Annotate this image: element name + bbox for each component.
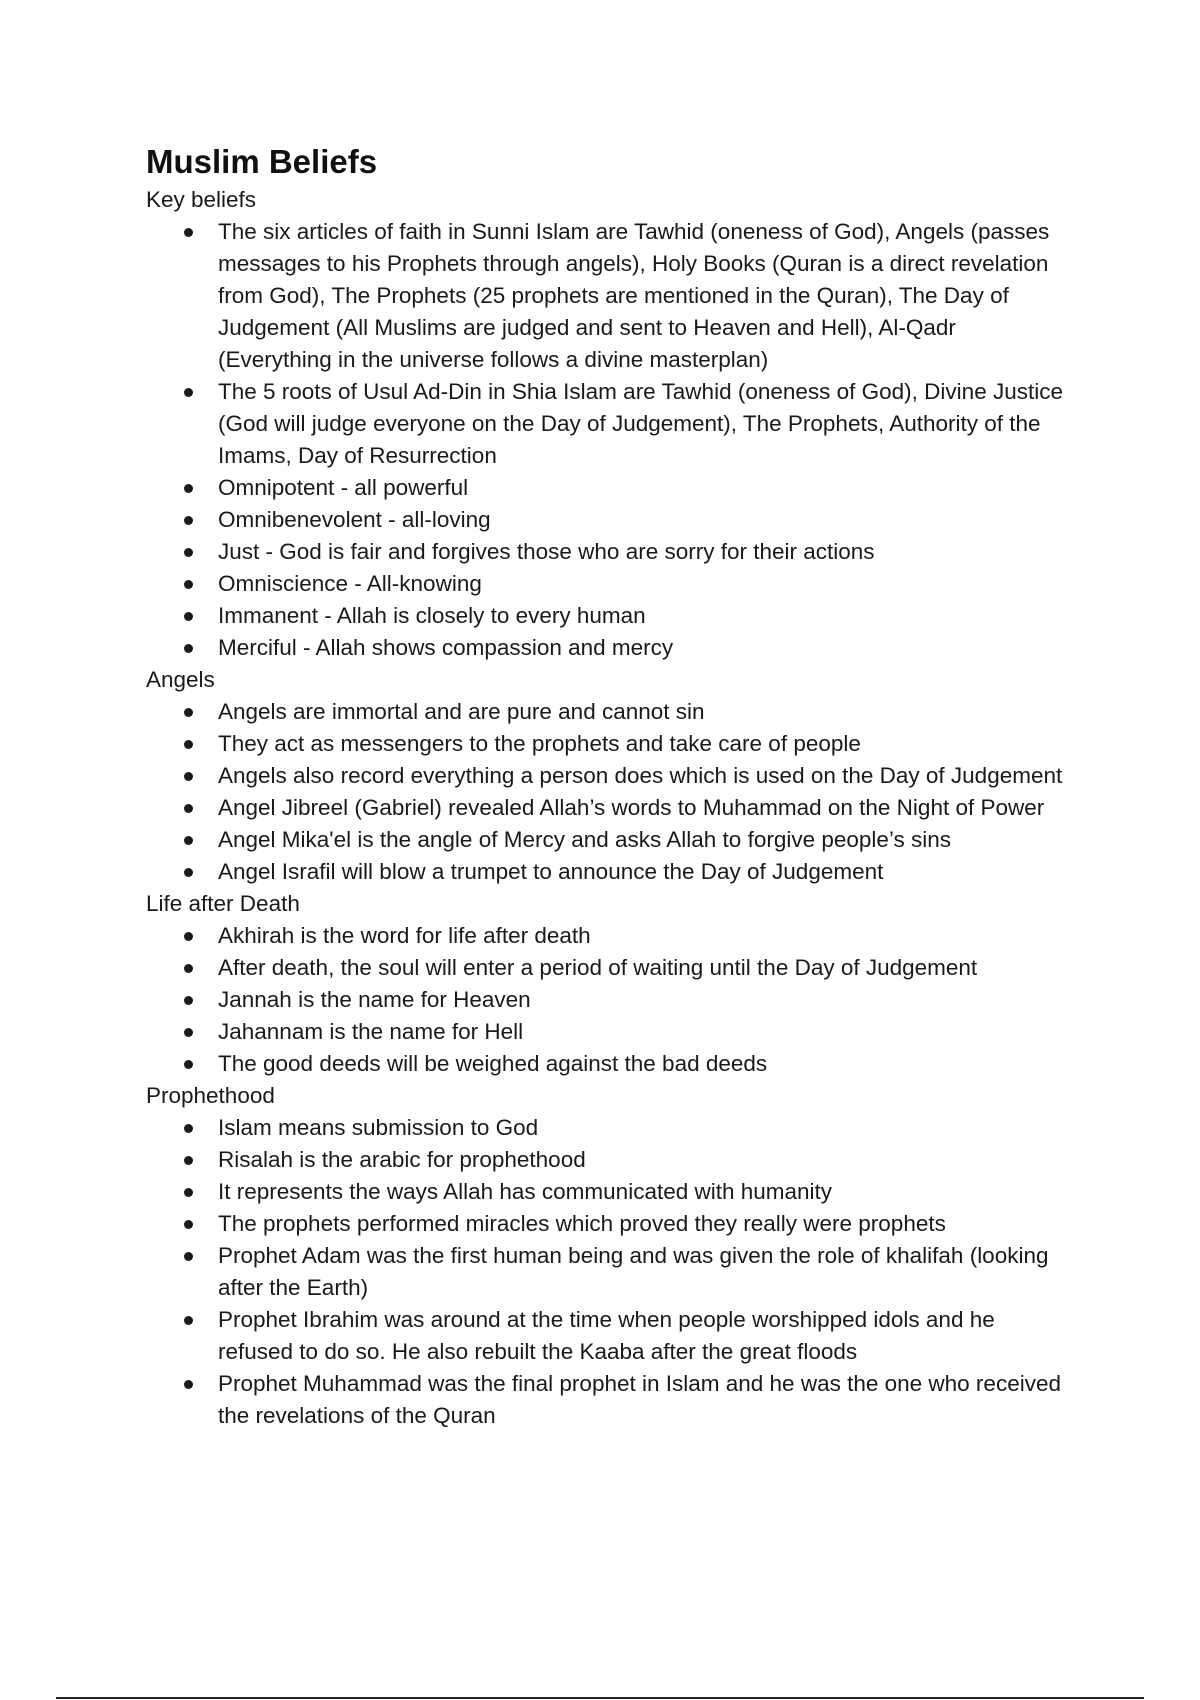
- bullet-icon: [184, 548, 193, 557]
- list-item-text: Angel Israfil will blow a trumpet to announce the Day of Judgement: [218, 859, 884, 884]
- bullet-icon: [184, 580, 193, 589]
- list-item-text: The 5 roots of Usul Ad-Din in Shia Islam are Tawhid (oneness of God), Divine Justice (God will judge everyone on the Day of Judgement), The Prophets, Authority of the Imams, Day of Resurrection: [218, 379, 1063, 468]
- section-heading: Angels: [146, 667, 215, 692]
- list-item: [218, 1016, 1066, 1048]
- list-item-text: Just - God is fair and forgives those who are sorry for their actions: [218, 539, 875, 564]
- list-item-text: Jahannam is the name for Hell: [218, 1019, 524, 1044]
- bullet-icon: [184, 1060, 193, 1069]
- bullet-icon: [184, 772, 193, 781]
- bullet-icon: [184, 1156, 193, 1165]
- section-heading: Life after Death: [146, 891, 300, 916]
- list-item-text: Risalah is the arabic for prophethood: [218, 1147, 586, 1172]
- list-item-text: After death, the soul will enter a period of waiting until the Day of Judgement: [218, 955, 978, 980]
- list-item: [218, 856, 1066, 888]
- list-item: [218, 1144, 1066, 1176]
- bullet-icon: [184, 644, 193, 653]
- bullet-icon: [184, 996, 193, 1005]
- list-item: [218, 1112, 1066, 1144]
- bullet-icon: [184, 1252, 193, 1261]
- bullet-icon: [184, 484, 193, 493]
- bullet-icon: [184, 740, 193, 749]
- list-item-text: Merciful - Allah shows compassion and mercy: [218, 635, 674, 660]
- bullet-icon: [184, 836, 193, 845]
- list-item: [218, 216, 1066, 376]
- bullet-icon: [184, 228, 193, 237]
- list-item-text: Prophet Muhammad was the final prophet in Islam and he was the one who received the revelations of the Quran: [218, 1371, 1061, 1428]
- bullet-icon: [184, 612, 193, 621]
- list-item-text: Jannah is the name for Heaven: [218, 987, 531, 1012]
- list-item-text: They act as messengers to the prophets and take care of people: [218, 731, 861, 756]
- list-item-text: It represents the ways Allah has communicated with humanity: [218, 1179, 833, 1204]
- list-item-text: The good deeds will be weighed against the bad deeds: [218, 1051, 768, 1076]
- list-item-text: Omniscience - All-knowing: [218, 571, 482, 596]
- list-item-text: Prophet Adam was the first human being and was given the role of khalifah (looking after the Earth): [218, 1243, 1049, 1300]
- list-item: [218, 568, 1066, 600]
- list-item: [218, 920, 1066, 952]
- list-item: [218, 1304, 1066, 1368]
- list-item: [218, 696, 1066, 728]
- bullet-icon: [184, 1380, 193, 1389]
- list-item: [218, 504, 1066, 536]
- list-item: [218, 984, 1066, 1016]
- list-item: [218, 728, 1066, 760]
- list-item-text: The six articles of faith in Sunni Islam are Tawhid (oneness of God), Angels (passes messages to his Prophets through angels), Holy Books (Quran is a direct revelation from God), The Prophets (25 prophets are mentioned in the Quran), The Day of Judgement (All Muslims are judged and sent to Heaven and Hell), Al-Qadr (Everything in the universe follows a divine masterplan): [218, 219, 1050, 372]
- bullet-list: [146, 216, 1066, 664]
- section-heading: Key beliefs: [146, 187, 257, 212]
- list-item: [218, 472, 1066, 504]
- bullet-icon: [184, 1124, 193, 1133]
- list-item: [218, 1048, 1066, 1080]
- list-item-text: Angels are immortal and are pure and cannot sin: [218, 699, 705, 724]
- list-item-text: Omnibenevolent - all-loving: [218, 507, 491, 532]
- list-item: [218, 1368, 1066, 1432]
- bullet-icon: [184, 1028, 193, 1037]
- bullet-icon: [184, 708, 193, 717]
- list-item: [218, 760, 1066, 792]
- list-item: [218, 1240, 1066, 1304]
- bullet-icon: [184, 388, 193, 397]
- bullet-icon: [184, 1316, 193, 1325]
- list-item: [218, 1208, 1066, 1240]
- list-item: [218, 600, 1066, 632]
- bullet-list: [146, 920, 1066, 1080]
- document-page: [146, 140, 1066, 1432]
- list-item: [218, 792, 1066, 824]
- list-item-text: The prophets performed miracles which proved they really were prophets: [218, 1211, 946, 1236]
- list-item-text: Angels also record everything a person does which is used on the Day of Judgement: [218, 763, 1063, 788]
- list-item-text: Angel Mika'el is the angle of Mercy and asks Allah to forgive people’s sins: [218, 827, 952, 852]
- document-body: [146, 184, 1066, 1432]
- bullet-icon: [184, 868, 193, 877]
- list-item: [218, 632, 1066, 664]
- bullet-icon: [184, 1188, 193, 1197]
- section-heading: Prophethood: [146, 1083, 275, 1108]
- bullet-icon: [184, 516, 193, 525]
- list-item-text: Omnipotent - all powerful: [218, 475, 469, 500]
- footer-divider: [56, 1697, 1144, 1699]
- list-item: [218, 1176, 1066, 1208]
- list-item: [218, 376, 1066, 472]
- list-item-text: Akhirah is the word for life after death: [218, 923, 591, 948]
- list-item-text: Angel Jibreel (Gabriel) revealed Allah’s words to Muhammad on the Night of Power: [218, 795, 1045, 820]
- bullet-icon: [184, 1220, 193, 1229]
- list-item: [218, 952, 1066, 984]
- list-item-text: Prophet Ibrahim was around at the time when people worshipped idols and he refused to do so. He also rebuilt the Kaaba after the great floods: [218, 1307, 995, 1364]
- list-item: [218, 824, 1066, 856]
- bullet-list: [146, 696, 1066, 888]
- bullet-list: [146, 1112, 1066, 1432]
- list-item-text: Immanent - Allah is closely to every human: [218, 603, 646, 628]
- bullet-icon: [184, 804, 193, 813]
- list-item: [218, 536, 1066, 568]
- list-item-text: Islam means submission to God: [218, 1115, 539, 1140]
- bullet-icon: [184, 964, 193, 973]
- page-title: Muslim Beliefs: [146, 143, 378, 180]
- bullet-icon: [184, 932, 193, 941]
